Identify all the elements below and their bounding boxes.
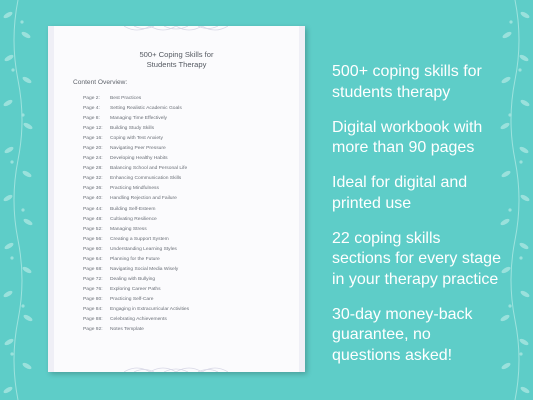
toc-section-title: Managing Stress [110,226,147,232]
toc-section-title: Building Self-Esteem [110,206,156,212]
toc-page-number: Page 84: [83,306,103,312]
toc-page-number: Page 80: [83,296,103,302]
feature-item [332,118,527,159]
feature-line: students therapy [332,83,451,101]
toc-section-title: Coping with Test Anxiety [110,136,163,142]
feature-list [332,62,527,381]
toc-section-title: Celebrating Achievements [110,317,167,323]
toc-page-number: Page 76: [83,286,103,292]
toc-page-number: Page 64: [83,256,103,262]
toc-section-title: Understanding Learning Styles [110,246,177,252]
toc-item [83,164,189,174]
toc-page-number: Page 20: [83,146,103,152]
toc-section-title: Balancing School and Personal Life [110,166,188,172]
toc-page-number: Page 4: [83,106,100,112]
feature-item [332,229,527,291]
toc-section-title: Navigating Social Media Wisely [110,266,179,272]
feature-line: 30-day money-back [332,305,473,323]
toc-item [83,215,189,225]
feature-line: in your therapy practice [332,270,499,288]
toc-item [83,295,189,305]
toc-item [83,194,189,204]
toc-item [83,325,189,335]
feature-item [332,305,527,367]
toc-section-title: Managing Time Effectively [110,116,167,122]
table-of-contents [83,94,189,335]
feature-line: 500+ coping skills for [332,63,482,80]
toc-section-title: Exploring Career Paths [110,286,161,292]
toc-section-title: Practicing Mindfulness [110,186,159,192]
toc-item [83,245,189,255]
feature-line: Digital workbook with [332,118,483,136]
toc-page-number: Page 72: [83,276,103,282]
toc-item [83,305,189,315]
toc-page-number: Page 56: [83,236,103,242]
toc-page-number: Page 44: [83,206,103,212]
toc-item [83,154,189,164]
toc-page-number: Page 28: [83,166,103,172]
feature-item [332,173,527,214]
toc-page-number: Page 16: [83,136,103,142]
feature-line: 22 coping skills [332,229,441,247]
toc-page-number: Page 24: [83,156,103,162]
toc-page-number: Page 68: [83,266,103,272]
toc-page-number: Page 32: [83,176,103,182]
toc-item [83,255,189,265]
toc-page-number: Page 60: [83,246,103,252]
feature-line: sections for every stage [332,250,501,267]
workbook-title-line-1: 500+ Coping Skills for [139,50,214,59]
toc-item [83,104,189,114]
toc-item [83,184,189,194]
lace-ornament-bottom-icon [124,364,228,372]
feature-item [332,62,527,103]
toc-section-title: Cultivating Resilience [110,216,157,222]
toc-section-title: Navigating Peer Pressure [110,146,166,152]
floral-vine-left-icon [0,0,40,400]
toc-page-number: Page 36: [83,186,103,192]
toc-item [83,285,189,295]
toc-item [83,114,189,124]
toc-item [83,235,189,245]
toc-section-title: Notes Template [110,327,144,333]
toc-section-title: Engaging in Extracurricular Activities [110,306,190,312]
toc-item [83,275,189,285]
toc-item [83,315,189,325]
toc-page-number: Page 12: [83,126,103,132]
toc-page-number: Page 88: [83,317,103,323]
feature-line: guarantee, no [332,326,431,343]
workbook-page-preview [48,26,305,372]
toc-section-title: Dealing with Bullying [110,276,156,282]
feature-line: printed use [332,194,412,212]
lace-ornament-top-icon [124,26,228,34]
feature-line: questions asked! [332,346,453,364]
toc-item [83,94,189,104]
toc-item [83,225,189,235]
toc-section-title: Enhancing Communication Skills [110,176,182,182]
toc-section-title: Planning for the Future [110,256,160,262]
feature-line: more than 90 pages [332,139,475,156]
toc-item [83,144,189,154]
toc-page-number: Page 8: [83,116,100,122]
toc-section-title: Best Practices [110,96,142,101]
content-overview-heading: Content Overview: [73,79,128,86]
toc-item [83,265,189,275]
toc-page-number: Page 52: [83,226,103,232]
workbook-title-line-2: Students Therapy [146,60,207,69]
toc-section-title: Developing Healthy Habits [110,156,168,162]
toc-section-title: Handling Rejection and Failure [110,196,177,202]
toc-item [83,134,189,144]
toc-section-title: Creating a Support System [110,236,169,242]
toc-section-title: Building Study Skills [110,126,155,132]
toc-item [83,124,189,134]
toc-page-number: Page 2: [83,96,100,101]
toc-section-title: Practicing Self-Care [110,296,154,302]
toc-page-number: Page 48: [83,216,103,222]
workbook-title [54,50,299,70]
toc-item [83,174,189,184]
feature-line: Ideal for digital and [332,174,468,191]
toc-page-number: Page 92: [83,327,103,333]
toc-section-title: Setting Realistic Academic Goals [110,106,182,112]
toc-item [83,205,189,215]
toc-page-number: Page 40: [83,196,103,202]
